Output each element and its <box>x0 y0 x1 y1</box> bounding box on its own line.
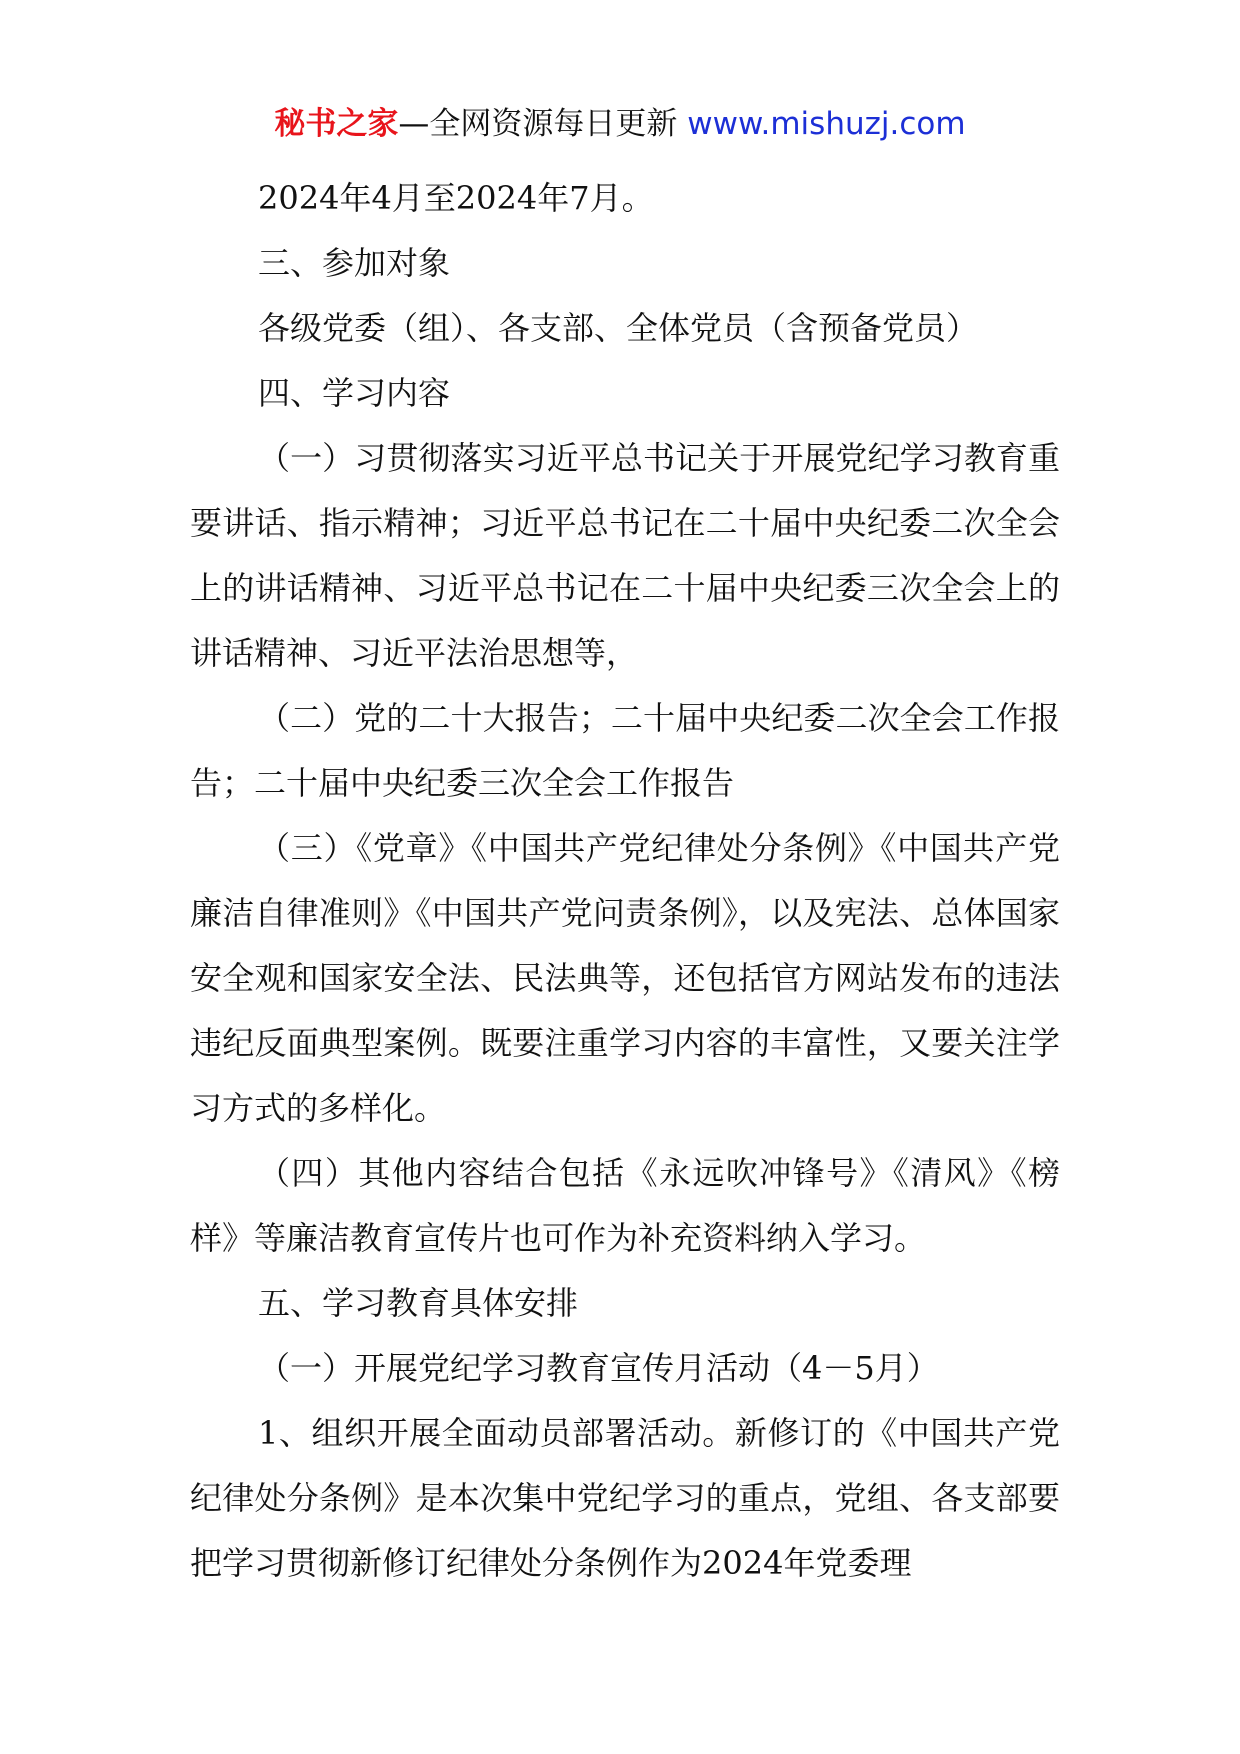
paragraph-content-4: （四）其他内容结合包括《永远吹冲锋号》《清风》《榜样》等廉洁教育宣传片也可作为补充资料纳入学习。 <box>190 1154 1060 1257</box>
document-body <box>190 166 1060 1596</box>
paragraph-content-3: （三）《党章》《中国共产党纪律处分条例》《中国共产党廉洁自律准则》《中国共产党问责条例》，以及宪法、总体国家安全观和国家安全法、民法典等，还包括官方网站发布的违法违纪反面典型案例。既要注重学习内容的丰富性，又要关注学习方式的多样化。 <box>190 829 1060 1127</box>
paragraph-arrangement-1-item-1: 1、组织开展全面动员部署活动。新修订的《中国共产党纪律处分条例》是本次集中党纪学习的重点，党组、各支部要把学习贯彻新修订纪律处分条例作为2024年党委理 <box>190 1414 1060 1582</box>
watermark-header <box>0 104 1240 144</box>
site-url: www.mishuzj.com <box>687 106 966 142</box>
heading-study-content: 四、学习内容 <box>258 374 451 412</box>
heading-participants: 三、参加对象 <box>258 244 451 282</box>
brand-name: 秘书之家 <box>274 106 399 142</box>
paragraph-content-2: （二）党的二十大报告；二十届中央纪委二次全会工作报告；二十届中央纪委三次全会工作报告 <box>190 699 1060 802</box>
paragraph-arrangement-1: （一）开展党纪学习教育宣传月活动（4－5月） <box>258 1349 939 1387</box>
header-tagline: —全网资源每日更新 <box>398 106 688 142</box>
paragraph-content-1: （一）习贯彻落实习近平总书记关于开展党纪学习教育重要讲话、指示精神；习近平总书记在二十届中央纪委二次全会上的讲话精神、习近平总书记在二十届中央纪委三次全会上的讲话精神、习近平法治思想等， <box>190 439 1060 672</box>
paragraph-date-range: 2024年4月至2024年7月。 <box>258 179 654 217</box>
paragraph-participants: 各级党委（组）、各支部、全体党员（含预备党员） <box>258 309 979 347</box>
heading-arrangements: 五、学习教育具体安排 <box>258 1284 579 1322</box>
